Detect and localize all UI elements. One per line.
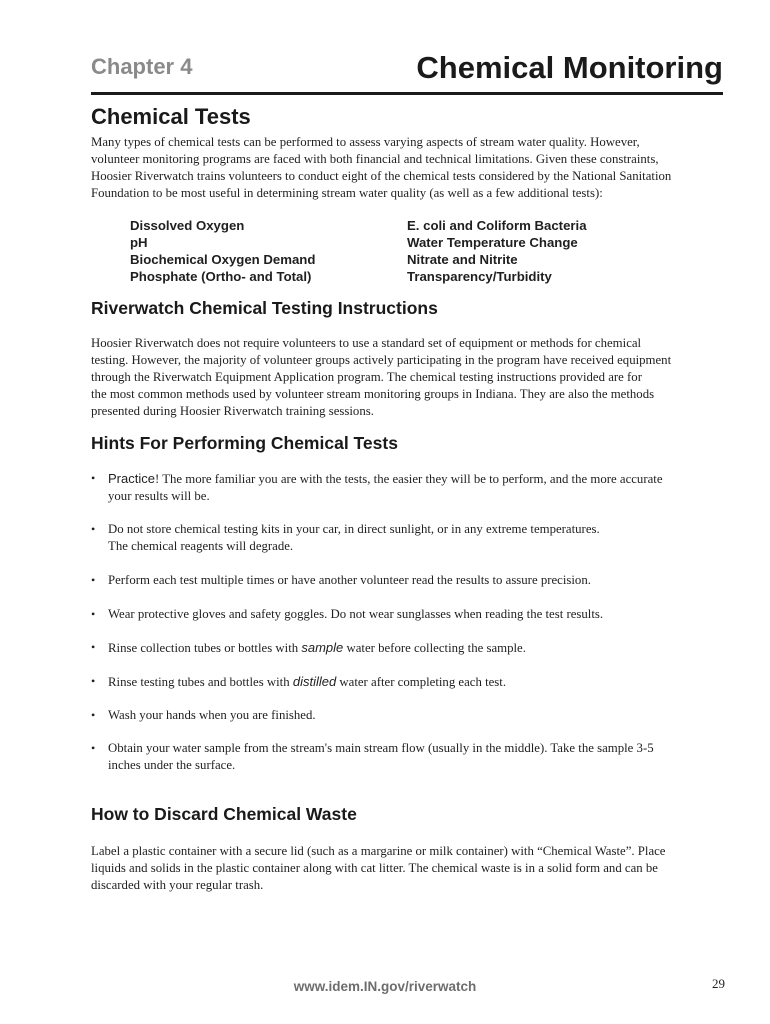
- paragraph-line: through the Riverwatch Equipment Application program. The chemical testing instructions provided are for: [91, 370, 642, 384]
- bullet-icon: •: [91, 640, 96, 654]
- test-item: pH: [130, 235, 148, 250]
- tests-list-left: [130, 217, 315, 285]
- page-header: [91, 46, 723, 94]
- paragraph-line: the most common methods used by volunteer stream monitoring groups in Indiana. They are also the methods: [91, 387, 655, 401]
- page-title: Chemical Monitoring: [416, 50, 723, 85]
- test-item: Transparency/Turbidity: [407, 269, 552, 284]
- paragraph-line: Label a plastic container with a secure lid (such as a margarine or milk container) with “Chemical Waste”. Place: [91, 844, 666, 858]
- intro-line: Foundation to be most useful in determining stream water quality (as well as a few additional tests):: [91, 186, 603, 200]
- instructions-heading: Riverwatch Chemical Testing Instructions: [91, 298, 438, 318]
- paragraph-line: testing. However, the majority of volunteer groups actively participating in the program have received equipment: [91, 353, 672, 367]
- practice-label: Practice: [108, 471, 155, 486]
- test-item: Nitrate and Nitrite: [407, 252, 518, 267]
- waste-heading: How to Discard Chemical Waste: [91, 804, 357, 824]
- paragraph-line: presented during Hoosier Riverwatch training sessions.: [91, 404, 374, 418]
- test-item: Dissolved Oxygen: [130, 218, 245, 233]
- intro-line: volunteer monitoring programs are faced with both financial and technical limitations. Given these constraints,: [91, 152, 659, 166]
- bullet-icon: •: [91, 522, 96, 536]
- test-item: Biochemical Oxygen Demand: [130, 252, 316, 267]
- page-number: 29: [712, 976, 725, 991]
- paragraph-line: Hoosier Riverwatch does not require volunteers to use a standard set of equipment or methods for chemical: [91, 336, 642, 350]
- test-item: E. coli and Coliform Bacteria: [407, 218, 587, 233]
- paragraph-line: discarded with your regular trash.: [91, 878, 264, 892]
- bullet-icon: •: [91, 573, 96, 587]
- intro-line: Many types of chemical tests can be performed to assess varying aspects of stream water quality. However,: [91, 135, 640, 149]
- bullet-icon: •: [91, 471, 96, 485]
- header-divider: [91, 92, 723, 95]
- tests-list-right: [407, 217, 587, 285]
- chemical-tests-intro: [91, 134, 723, 202]
- test-item: Water Temperature Change: [407, 235, 578, 250]
- bullet-icon: •: [91, 708, 96, 722]
- footer-url: www.idem.IN.gov/riverwatch: [293, 979, 477, 994]
- hints-heading: Hints For Performing Chemical Tests: [91, 433, 398, 453]
- instructions-paragraph: [91, 335, 723, 420]
- intro-line: Hoosier Riverwatch trains volunteers to conduct eight of the chemical tests considered by the National Sanitation: [91, 169, 672, 183]
- chapter-label: Chapter 4: [91, 54, 193, 79]
- test-item: Phosphate (Ortho- and Total): [130, 269, 312, 284]
- chemical-tests-heading: Chemical Tests: [91, 104, 251, 129]
- bullet-icon: •: [91, 674, 96, 688]
- bullet-icon: •: [91, 607, 96, 621]
- paragraph-line: liquids and solids in the plastic container along with cat litter. The chemical waste is in a solid form and can be: [91, 861, 658, 875]
- waste-paragraph: [91, 843, 723, 894]
- bullet-icon: •: [91, 741, 96, 755]
